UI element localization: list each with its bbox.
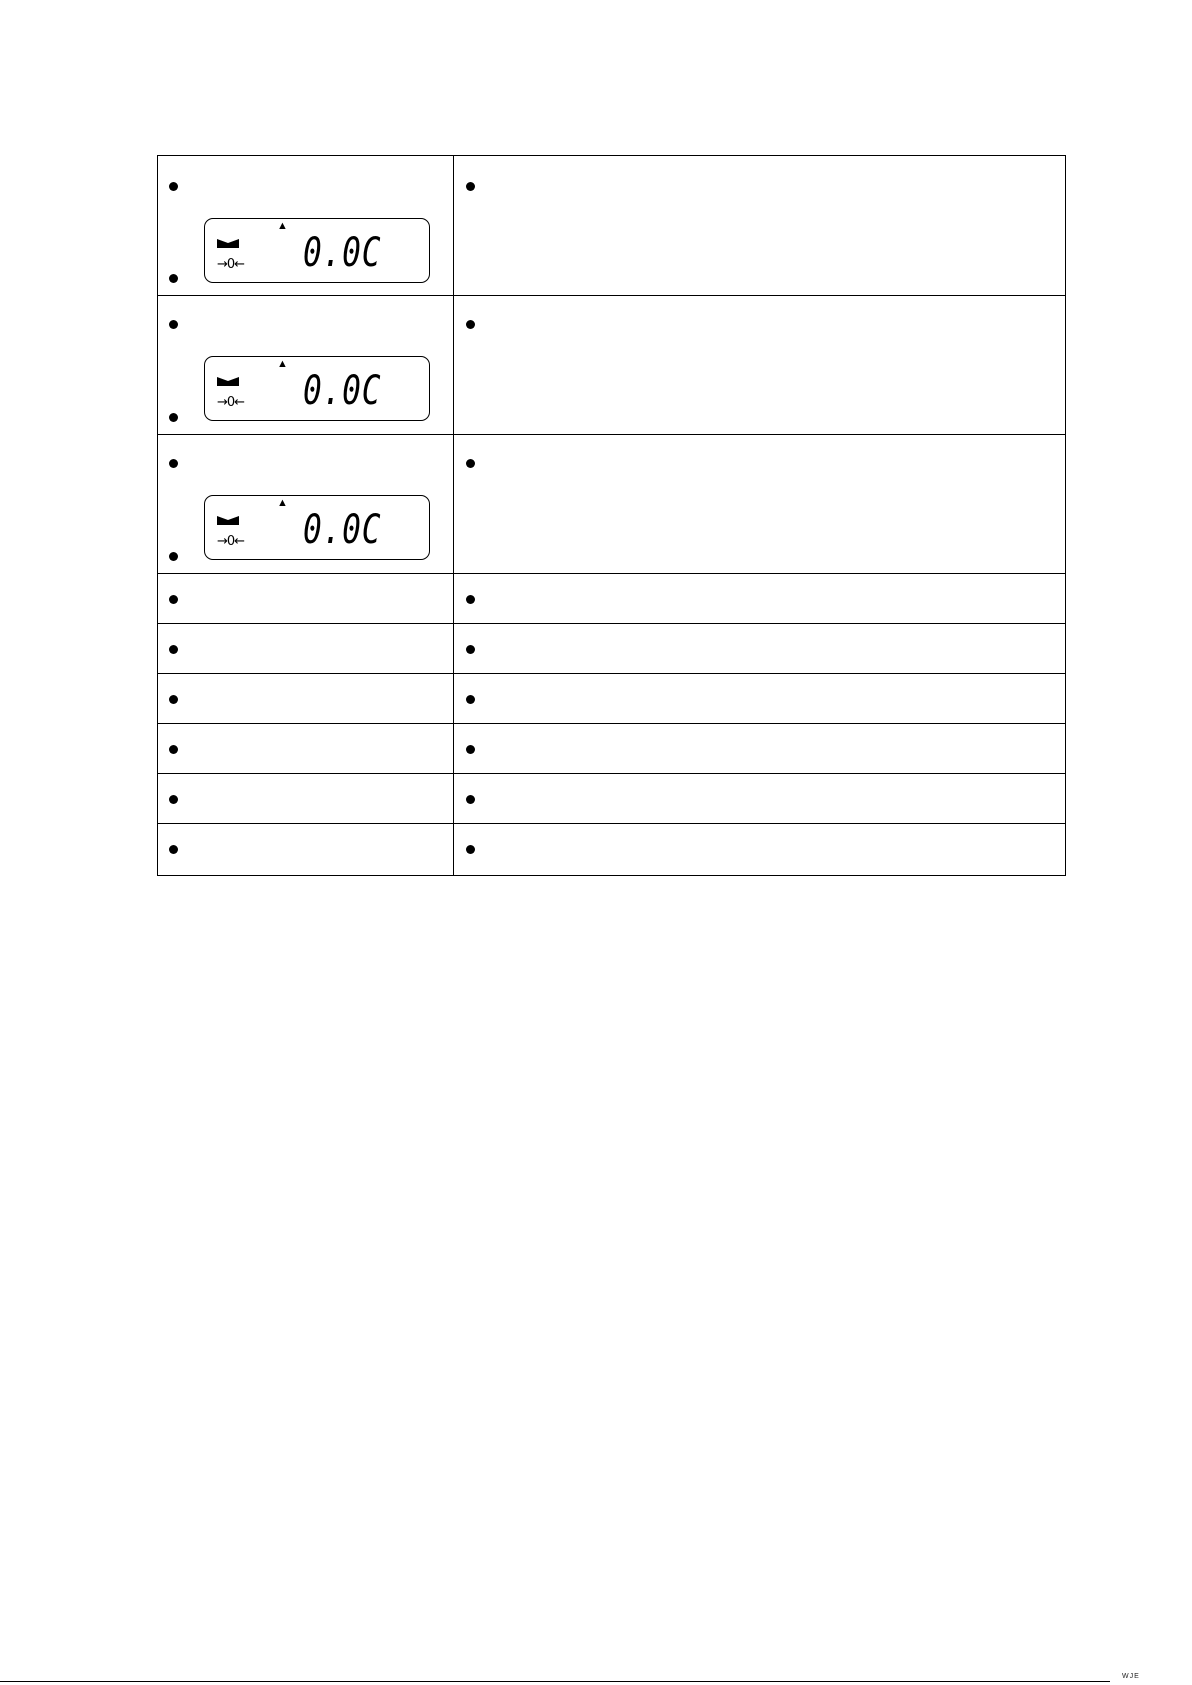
bullet — [466, 320, 475, 329]
lcd-display — [204, 495, 430, 560]
bullet — [466, 459, 475, 468]
bullet — [169, 552, 178, 561]
bullet — [169, 695, 178, 704]
bullet — [466, 745, 475, 754]
bullet — [466, 695, 475, 704]
bullet — [169, 745, 178, 754]
zero-indicator: →0← — [217, 257, 245, 272]
bullet — [169, 320, 178, 329]
stability-icon — [217, 377, 239, 386]
table-row — [158, 823, 1065, 875]
triangle-indicator-icon: ▲ — [277, 358, 288, 370]
bullet — [466, 182, 475, 191]
triangle-indicator-icon: ▲ — [277, 220, 288, 232]
zero-indicator: →0← — [217, 395, 245, 410]
table-row — [158, 723, 1065, 774]
footer-rule — [0, 1681, 1110, 1682]
bullet — [169, 459, 178, 468]
table-row — [158, 156, 1065, 295]
bullet — [169, 182, 178, 191]
bullet — [169, 413, 178, 422]
bullet — [466, 845, 475, 854]
bullet — [466, 645, 475, 654]
table-row — [158, 573, 1065, 624]
bullet — [169, 845, 178, 854]
footer-mark: WJE — [1122, 1673, 1140, 1680]
bullet — [466, 595, 475, 604]
stability-icon — [217, 239, 239, 248]
display-reading: 0.0C — [303, 230, 382, 276]
table-row — [158, 773, 1065, 824]
bullet — [466, 795, 475, 804]
table-row — [158, 295, 1065, 435]
bullet — [169, 645, 178, 654]
triangle-indicator-icon: ▲ — [277, 497, 288, 509]
lcd-display — [204, 218, 430, 283]
stability-icon — [217, 516, 239, 525]
instruction-table — [157, 155, 1066, 876]
bullet — [169, 274, 178, 283]
bullet — [169, 595, 178, 604]
display-reading: 0.0C — [303, 368, 382, 414]
table-row — [158, 434, 1065, 574]
lcd-display — [204, 356, 430, 421]
bullet — [169, 795, 178, 804]
table-row — [158, 623, 1065, 674]
table-row — [158, 673, 1065, 724]
zero-indicator: →0← — [217, 534, 245, 549]
display-reading: 0.0C — [303, 507, 382, 553]
